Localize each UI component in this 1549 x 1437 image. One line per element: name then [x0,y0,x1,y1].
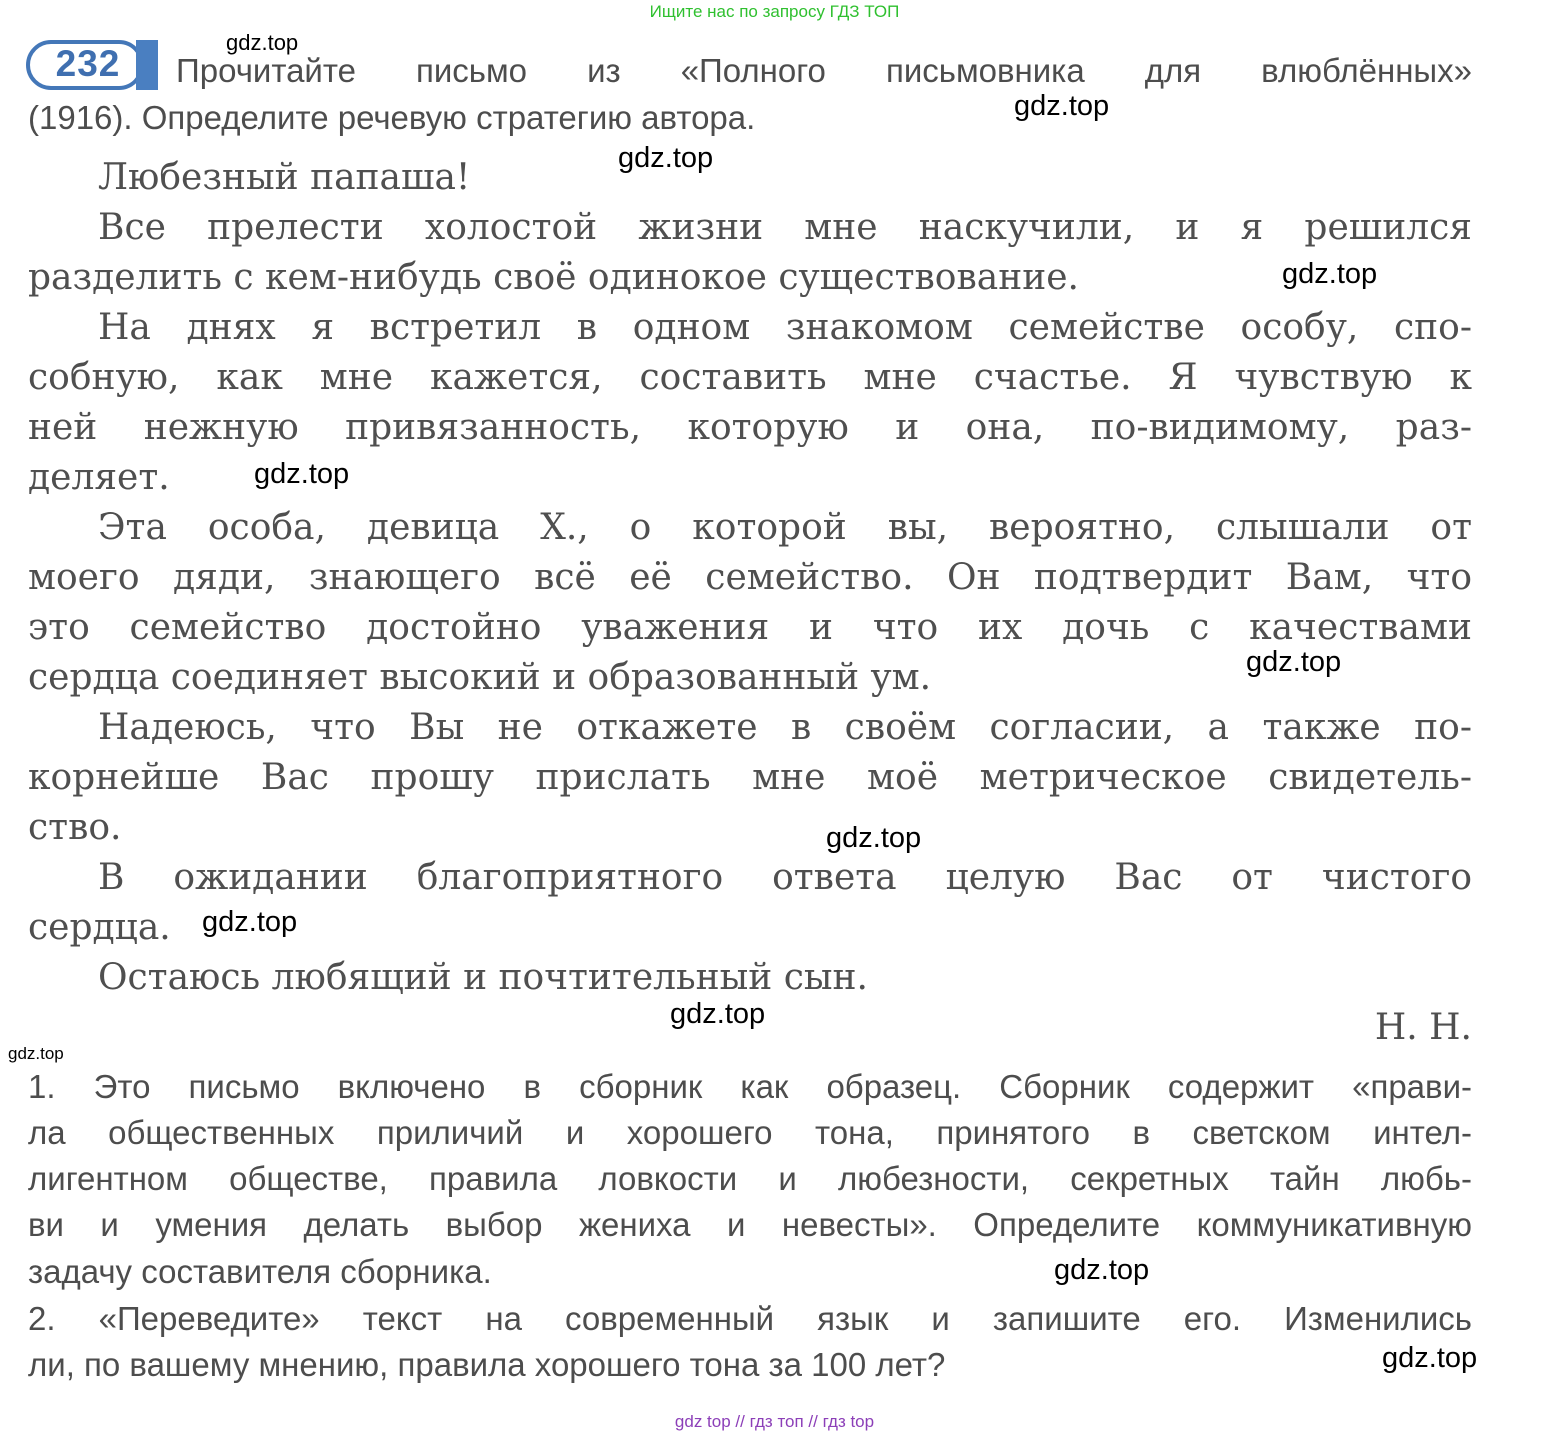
task-text-line-2: (1916). Определите речевую стратегию автора. [28,99,756,136]
watermark: gdz.top [826,822,922,854]
watermark: gdz.top [226,30,299,55]
task-text-line-1: Прочитайте письмо из «Полного письмовника для влюблённых» [176,52,1472,89]
letter-line: собную, как мне кажется, составить мне счастье. Я чувствую к [28,357,1472,398]
letter-line: деляет. [28,457,170,498]
question-line: 1. Это письмо включено в сборник как образец. Сборник содержит «прави- [28,1068,1472,1105]
watermark: gdz.top [202,906,298,938]
letter-line: ней нежную привязанность, которую и она, по-видимому, раз- [28,407,1472,448]
letter-line: Эта особа, девица Х., о которой вы, вероятно, слышали от [98,507,1472,548]
letter-line: разделить с кем-нибудь своё одинокое существование. [28,257,1079,298]
question-line: задачу составителя сборника. [28,1253,492,1290]
letter-line: ство. [28,807,122,848]
top-banner: Ищите нас по запросу ГДЗ ТОП [649,2,900,21]
letter-line: В ожидании благоприятного ответа целую Вас от чистого [98,857,1472,898]
letter-line: На днях я встретил в одном знакомом семействе особу, спо- [98,307,1472,348]
question-line: ли, по вашему мнению, правила хорошего тона за 100 лет? [28,1346,946,1383]
watermark: gdz.top [618,142,714,174]
letter-line: моего дяди, знающего всё её семейство. Он подтвердит Вам, что [28,557,1472,598]
letter-line: это семейство достойно уважения и что их дочь с качествами [28,607,1472,648]
watermark: gdz.top [1014,90,1110,122]
letter-signature: Н. Н. [1374,1007,1472,1048]
footer-watermark: gdz top // гдз топ // гдз top [674,1412,875,1431]
watermark: gdz.top [1054,1254,1150,1286]
question-line: ла общественных приличий и хорошего тона, принятого в светском интел- [28,1114,1472,1151]
letter-line: корнейше Вас прошу прислать мне моё метрическое свидетель- [28,757,1472,798]
watermark: gdz.top [8,1044,64,1063]
letter-line: сердца. [28,907,171,948]
watermark: gdz.top [1282,258,1378,290]
letter-line: Надеюсь, что Вы не откажете в своём согласии, а также по- [98,707,1472,748]
question-line: лигентном обществе, правила ловкости и любезности, секретных тайн любь- [28,1160,1472,1197]
watermark: gdz.top [1246,646,1342,678]
watermark: gdz.top [254,458,350,490]
letter-greeting: Любезный папаша! [98,157,471,198]
question-line: 2. «Переведите» текст на современный язык и запишите его. Изменились [28,1300,1472,1337]
letter-line: сердца соединяет высокий и образованный ум. [28,657,932,698]
letter-closing: Остаюсь любящий и почтительный сын. [98,957,868,998]
question-line: ви и умения делать выбор жениха и невесты». Определите коммуникативную [28,1206,1472,1243]
exercise-number: 232 [55,43,121,84]
watermark: gdz.top [1382,1342,1478,1374]
watermark: gdz.top [670,998,766,1030]
letter-line: Все прелести холостой жизни мне наскучили, и я решился [98,207,1472,248]
